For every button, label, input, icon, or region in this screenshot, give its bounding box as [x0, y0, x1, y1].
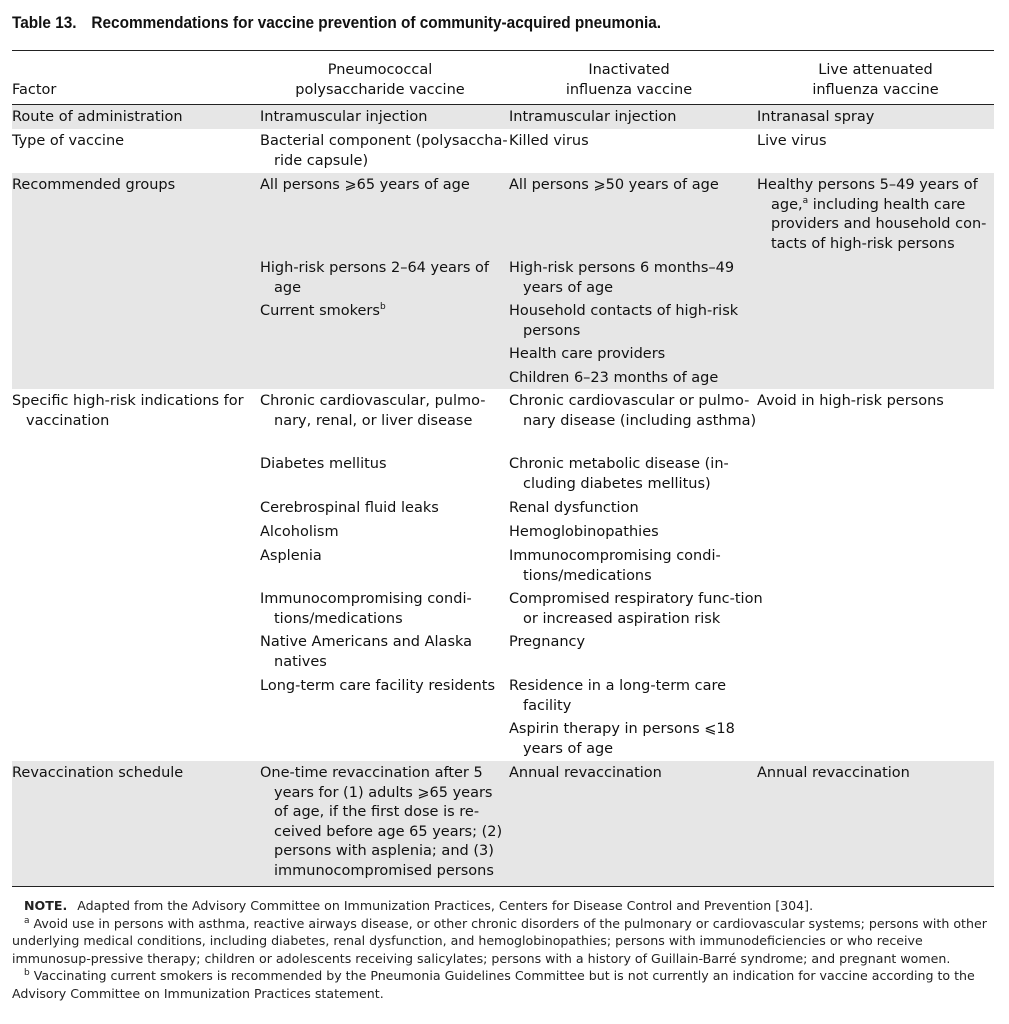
- cell-inactivated: Chronic metabolic disease (in-cluding diabetes mellitus): [509, 456, 729, 492]
- table-row-revaccination: [12, 761, 994, 887]
- note-line: [12, 897, 994, 915]
- cell-inactivated: Compromised respiratory func-tion or increased aspiration risk: [509, 591, 763, 627]
- cell-inactivated: Immunocompromising condi-tions/medications: [509, 548, 721, 584]
- cell-factor: Route of administration: [12, 109, 183, 125]
- cell-inactivated: Residence in a long-term care facility: [509, 678, 727, 714]
- cell-live: Avoid in high-risk persons: [757, 393, 944, 409]
- cell-inactivated: Chronic cardiovascular or pulmo-nary disease (including asthma): [509, 393, 757, 429]
- cell-inactivated: Children 6–23 months of age: [509, 370, 719, 386]
- cell-pneumococcal: Alcoholism: [260, 524, 339, 540]
- header-pneumococcal-line2: polysaccharide vaccine: [295, 81, 465, 98]
- table-row-type: [12, 129, 994, 173]
- cell-inactivated: Intramuscular injection: [509, 109, 677, 125]
- header-factor: Factor: [12, 82, 57, 98]
- footnote-b-mark: b: [24, 967, 30, 978]
- cell-factor: Type of vaccine: [12, 133, 125, 149]
- cell-pneumococcal: Immunocompromising condi-tions/medications: [260, 591, 472, 627]
- cell-factor: Recommended groups: [12, 177, 176, 193]
- table-number: Table 13.: [12, 14, 77, 32]
- cell-live: Annual revaccination: [757, 765, 910, 781]
- table-bottom-rule: [12, 886, 994, 887]
- table-row-indications: [12, 389, 994, 761]
- header-live-line2: influenza vaccine: [812, 81, 939, 98]
- cell-inactivated: Aspirin therapy in persons ⩽18 years of age: [509, 721, 735, 757]
- header-inactivated-line2: influenza vaccine: [565, 81, 693, 98]
- smokers-text: Current smokers: [260, 303, 380, 319]
- header-live-attenuated: [757, 61, 994, 100]
- vaccine-table: [12, 50, 994, 887]
- header-live-line1: Live attenuated: [818, 62, 933, 78]
- cell-factor: Specific high-risk indications for vaccination: [12, 393, 244, 429]
- cell-inactivated: Health care providers: [509, 346, 666, 362]
- cell-inactivated: Annual revaccination: [509, 765, 662, 781]
- table-caption: [12, 14, 661, 33]
- cell-inactivated: Pregnancy: [509, 634, 586, 650]
- note-label: NOTE.: [24, 898, 68, 913]
- footnote-a-text: Avoid use in persons with asthma, reactive airways disease, or other chronic disorders of the pulmonary or cardiovascular systems; persons with other underlying medical conditions, including diabetes, renal dysfunction, and hemoglobinopathies; persons with immunodeficiencies or who receive immunosup-pressive therapy; children or adolescents receiving salicylates; persons with a history of Guillain-Barré syndrome; and pregnant women.: [12, 915, 987, 966]
- footnote-b-ref: b: [379, 302, 386, 313]
- footnote-a: [12, 915, 994, 968]
- cell-inactivated: High-risk persons 6 months–49 years of age: [509, 260, 735, 296]
- cell-pneumococcal: Intramuscular injection: [260, 109, 428, 125]
- cell-live: Intranasal spray: [757, 109, 875, 125]
- live-groups-text: Healthy persons 5–49 years of age,: [757, 177, 978, 213]
- cell-factor: Revaccination schedule: [12, 765, 184, 781]
- table-row-groups: [12, 173, 994, 389]
- cell-inactivated: Renal dysfunction: [509, 500, 639, 516]
- table-row-route: [12, 105, 994, 129]
- cell-pneumococcal: Cerebrospinal fluid leaks: [260, 500, 439, 516]
- header-pneumococcal-line1: Pneumococcal: [327, 62, 433, 78]
- cell-inactivated: Hemoglobinopathies: [509, 524, 659, 540]
- live-groups-text-cont: including health care providers and household con-tacts of high-risk persons: [771, 196, 987, 252]
- table-header: [12, 51, 994, 105]
- cell-pneumococcal: Diabetes mellitus: [260, 456, 387, 472]
- cell-live: Live virus: [757, 133, 827, 149]
- cell-pneumococcal: Long-term care facility residents: [260, 678, 496, 694]
- cell-pneumococcal: All persons ⩾65 years of age: [260, 177, 470, 193]
- footnote-a-mark: a: [24, 915, 30, 926]
- footnote-b: [12, 967, 994, 1002]
- footnote-a-ref: a: [802, 195, 809, 206]
- table-title: Recommendations for vaccine prevention of community-acquired pneumonia.: [91, 14, 662, 32]
- footnote-b-text: Vaccinating current smokers is recommended by the Pneumonia Guidelines Committee but is not currently an indication for vaccine according to the Advisory Committee on Immunization Practices statement.: [12, 968, 975, 1001]
- header-pneumococcal: [260, 61, 500, 100]
- cell-inactivated: Household contacts of high-risk persons: [509, 303, 739, 339]
- cell-pneumococcal: Chronic cardiovascular, pulmo-nary, renal, or liver disease: [260, 393, 486, 429]
- cell-pneumococcal: One-time revaccination after 5 years for (1) adults ⩾65 years of age, if the first dose is re-ceived before age 65 years; (2) persons with asplenia; and (3) immunocompromised persons: [260, 765, 503, 879]
- cell-pneumococcal: Asplenia: [260, 548, 322, 564]
- cell-live: [757, 176, 1008, 254]
- cell-pneumococcal: High-risk persons 2–64 years of age: [260, 260, 489, 296]
- header-inactivated-line1: Inactivated: [588, 62, 670, 78]
- cell-pneumococcal: [260, 302, 514, 322]
- cell-inactivated: All persons ⩾50 years of age: [509, 177, 719, 193]
- cell-inactivated: Killed virus: [509, 133, 589, 149]
- note-text: Adapted from the Advisory Committee on Immunization Practices, Centers for Disease Control and Prevention [304].: [77, 898, 814, 913]
- cell-pneumococcal: Native Americans and Alaska natives: [260, 634, 473, 670]
- header-inactivated: [509, 61, 749, 100]
- cell-pneumococcal: Bacterial component (polysaccha-ride capsule): [260, 133, 508, 169]
- table-notes: [12, 897, 994, 1002]
